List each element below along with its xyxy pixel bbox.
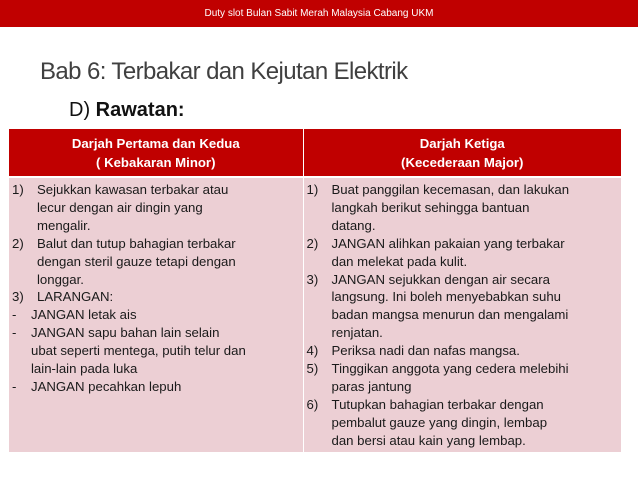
list-item-line: JANGAN alihkan pakaian yang terbakar: [331, 235, 565, 251]
list-item-line: Tinggikan anggota yang cedera melebihi: [331, 361, 569, 377]
list-marker: 5): [306, 361, 319, 377]
slide-title: Bab 6: Terbakar dan Kejutan Elektrik: [40, 58, 408, 85]
list-marker: -: [12, 325, 17, 341]
list-marker: -: [12, 378, 17, 394]
list-item-line: datang.: [331, 217, 376, 233]
list-item-line: longgar.: [37, 271, 84, 287]
list-item-line: paras jantung: [331, 378, 412, 394]
list-item: [12, 235, 300, 289]
table-row: [9, 177, 621, 452]
list-marker: 4): [306, 343, 319, 359]
list-item-line: lecur dengan air dingin yang: [37, 199, 203, 215]
list-item-text: [31, 306, 300, 324]
list-item-text: [332, 181, 619, 235]
col2-heading-line1: Darjah Ketiga: [419, 135, 505, 151]
list-item-line: badan mangsa menurun dan mengalami: [331, 307, 569, 323]
list-marker: 2): [306, 235, 319, 251]
list-item-line: JANGAN letak ais: [31, 307, 137, 323]
list-item-line: JANGAN sejukkan dengan air secara: [331, 271, 550, 287]
list-item-line: Sejukkan kawasan terbakar atau: [37, 182, 229, 197]
list-marker: 2): [12, 235, 24, 251]
list-item-text: [332, 235, 619, 271]
list-item: [12, 306, 300, 324]
col1-header: [9, 129, 303, 177]
list-item-line: mengalir.: [37, 217, 91, 233]
list-item-line: langkah berikut sehingga bantuan: [331, 199, 530, 215]
table-header-row: [9, 129, 621, 177]
list-item: [12, 324, 300, 378]
col1-heading-line1: Darjah Pertama dan Kedua: [71, 135, 240, 151]
list-item: [12, 378, 300, 396]
list-item-text: [332, 342, 619, 360]
list-item-line: ubat seperti mentega, putih telur dan: [31, 343, 246, 359]
header-banner: Duty slot Bulan Sabit Merah Malaysia Cabang UKM: [0, 0, 638, 27]
list-item-line: LARANGAN:: [37, 289, 114, 305]
list-marker: 3): [306, 271, 319, 287]
list-item-line: Buat panggilan kecemasan, dan lakukan: [331, 182, 570, 197]
list-item-line: langsung. Ini boleh menyebabkan suhu: [331, 289, 561, 305]
col2-heading-line2: (Kecederaan Major): [401, 154, 524, 170]
list-marker: -: [12, 307, 17, 323]
list-item-line: Periksa nadi dan nafas mangsa.: [331, 343, 520, 359]
list-item: [307, 271, 619, 343]
col2-header: [303, 129, 621, 177]
list-item: [307, 235, 619, 271]
col1-heading-line2: ( Kebakaran Minor): [96, 154, 216, 170]
list-item: [307, 360, 619, 396]
col1-cell: [9, 177, 303, 452]
list-item-text: [37, 181, 300, 235]
col2-list: [307, 181, 619, 450]
section-heading: [69, 99, 185, 122]
list-item-text: [37, 235, 300, 289]
list-item-line: Tutupkan bahagian terbakar dengan: [331, 396, 544, 412]
list-item-line: JANGAN sapu bahan lain selain: [31, 325, 220, 341]
treatment-table: [9, 129, 621, 452]
list-item-line: JANGAN pecahkan lepuh: [31, 378, 182, 394]
list-marker: 1): [12, 182, 24, 197]
list-item: [307, 181, 619, 235]
col2-cell: [303, 177, 621, 452]
section-title: Rawatan:: [95, 99, 185, 121]
list-item: [12, 288, 300, 306]
list-item-line: lain-lain pada luka: [31, 361, 138, 377]
list-item-text: [332, 271, 619, 343]
list-marker: 1): [306, 182, 319, 197]
list-item-text: [332, 396, 619, 450]
list-item-line: renjatan.: [331, 325, 383, 341]
list-marker: 6): [306, 396, 319, 412]
list-item-line: dan bersi atau kain yang lembap.: [331, 432, 526, 448]
list-item-line: pembalut gauze yang dingin, lembap: [331, 414, 548, 430]
list-item-line: dengan steril gauze tetapi dengan: [37, 253, 236, 269]
list-item: [307, 396, 619, 450]
list-item: [12, 181, 300, 235]
list-item-text: [31, 378, 300, 396]
col1-list: [12, 181, 300, 396]
list-item-text: [31, 324, 300, 378]
list-item-line: Balut dan tutup bahagian terbakar: [37, 235, 236, 251]
list-item-line: dan melekat pada kulit.: [331, 253, 468, 269]
section-letter: D): [69, 99, 91, 121]
list-item-text: [37, 288, 300, 306]
list-marker: 3): [12, 289, 24, 305]
list-item-text: [332, 360, 619, 396]
list-item: [307, 342, 619, 360]
